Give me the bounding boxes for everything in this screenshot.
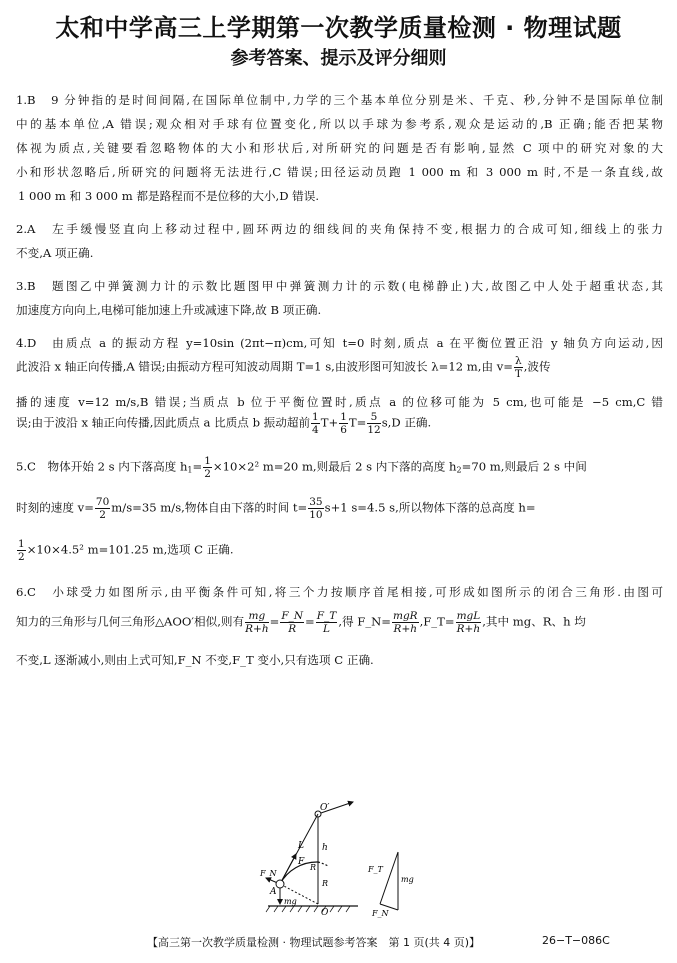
q5-text-b: = [192, 459, 203, 474]
q6-line-1: 6.C 小球受力如图所示,由平衡条件可知,将三个力按顺序首尾相接,可形成如图所示的闭合三角形.由图可 [16, 585, 663, 599]
q5-text-d: =70 m,则最后 2 s 中间 [461, 459, 587, 474]
label-h: h [322, 843, 328, 853]
q4-line-4-text-a: 误;由于波沿 x 轴正向传播,因此质点 a 比质点 b 振动超前 [16, 415, 311, 430]
frac-num: mg [245, 610, 268, 623]
frac-den: 10 [309, 509, 323, 521]
frac-num: 1 [204, 455, 211, 467]
frac-num: F_N [281, 610, 304, 622]
frac-num: mgL [456, 610, 481, 622]
q4-line-2-text-a: 此波沿 x 轴正向传播,A 错误;由振动方程可知波动周期 T=1 s,由波形图可知波长 λ=12 m,由 v= [16, 359, 514, 374]
frac-den: 2 [204, 468, 211, 480]
frac-num: mgR [392, 610, 418, 622]
label-f: F [298, 857, 305, 867]
q6-fraction-3 [316, 610, 338, 635]
label-triangle-fn: F_N [372, 909, 389, 918]
q4-line-4-text-b: T+ [320, 415, 339, 430]
q1-line-2: 中的基本单位,A 错误;观众相对手球有位置变化,所以以手球为参考系,观众是运动的,B 正确;能否把某物 [16, 117, 663, 131]
q5-text-h: ×10×4.5² m=101.25 m,选项 C 正确. [26, 542, 234, 557]
q4-line-4-text-d: s,D 正确. [381, 415, 432, 430]
frac-den: R+h [245, 623, 269, 635]
q2-line-2: 不变,A 项正确. [16, 246, 94, 260]
label-fn: F_N [260, 869, 277, 878]
q6-text-a: 知力的三角形与几何三角形△AOO′相似,则有 [16, 614, 245, 629]
q4-line-2 [16, 355, 663, 380]
q5-text-c: ×10×2² m=20 m,则最后 2 s 内下落的高度 h [212, 459, 457, 474]
ball-a [276, 880, 284, 888]
q5-fraction-half-2 [17, 538, 26, 563]
q5-line-2 [16, 496, 663, 521]
page-subtitle: 参考答案、提示及评分细则 [230, 48, 447, 69]
frac-den: R+h [393, 623, 418, 635]
label-o-prime: O′ [320, 803, 330, 813]
q4-line-1: 4.D 由质点 a 的振动方程 y=10sin (2πt−π)cm,可知 t=0 时刻,质点 a 在平衡位置正沿 y 轴负方向运动,因 [16, 336, 663, 350]
label-r2: R [322, 879, 329, 888]
q5-fraction-35-10 [308, 496, 323, 521]
frac-den: 6 [340, 424, 347, 436]
q4-fraction-lambda-over-t [514, 355, 523, 380]
q4-fraction-2 [339, 411, 348, 436]
q6-fraction-4 [392, 610, 419, 635]
q6-line-3: 不变,L 逐渐减小,则由上式可知,F_N 不变,F_T 变小,只有选项 C 正确. [16, 653, 374, 667]
q4-line-4 [16, 411, 663, 436]
label-o: O [321, 908, 329, 918]
q1-line-4: 小和形状忽略后,所研究的问题将无法进行,C 错误;田径运动员跑 1 000 m 和 3 000 m 时,不是一条直线,故 [16, 165, 663, 179]
q4-line-3: 播的速度 v=12 m/s,B 错误;当质点 b 位于平衡位置时,质点 a 的位移可能为 5 cm,也可能是 −5 cm,C 错 [16, 395, 663, 409]
sphere-arc-dashed [318, 862, 328, 866]
frac-num: 1 [340, 411, 347, 423]
frac-den: L [323, 623, 331, 635]
q5-text-g: s+1 s=4.5 s,所以物体下落的总高度 h= [324, 500, 536, 515]
label-triangle-ft: F_T [368, 865, 383, 874]
label-mg: mg [284, 897, 297, 906]
q6-fraction-2 [280, 610, 304, 635]
q5-line-1 [16, 455, 663, 480]
q6-text-c: ,F_T= [419, 614, 455, 629]
q5-sub-1: 1 [187, 465, 193, 475]
q6-fraction-5 [456, 610, 482, 635]
q5-text-f: m/s=35 m/s,物体自由下落的时间 t= [111, 500, 308, 515]
footer-center: 【高三第一次教学质量检测 · 物理试题参考答案 第 1 页(共 4 页)】 [147, 936, 481, 949]
frac-num: 1 [312, 411, 319, 423]
q4-frac-num: λ [515, 355, 522, 367]
q5-text-e: 时刻的速度 v= [16, 500, 94, 515]
q5-fraction-half [203, 455, 212, 480]
q6-line-2: 知力的三角形与几何三角形△AOO′相似,则有 $\frac{mg}{R+h}$ = $\frac{F\_N}{R}$ = $\frac{F\_T}{L}$ ,得 F_N= $\frac{\text{mgR}}{R+h}$ ,F_T= $\frac{\text{mgL}}{R+h}$ ,其中 mg、R、h 均 [16, 610, 586, 635]
frac-num: 1 [18, 538, 25, 550]
frac-num: 5 [367, 411, 380, 424]
footer-code: 26−T−086C [542, 934, 610, 947]
q2-line-1: 2.A 左手缓慢竖直向上移动过程中,圆环两边的细线间的夹角保持不变,根据力的合成可知,细线上的张力 [16, 222, 663, 236]
q6-text-d: ,其中 mg、R、h 均 [482, 614, 586, 629]
frac-num: 70 [95, 496, 110, 508]
frac-den: R [288, 623, 297, 635]
force-diagram [258, 800, 418, 918]
frac-num: F_T [316, 610, 337, 622]
q4-frac-den: T [514, 368, 522, 380]
q5-sub-2: 2 [456, 465, 462, 475]
frac-den: R+h [456, 623, 481, 635]
q1-line-3: 体视为质点,关键要看忽略物体的大小和形状后,对所研究的问题是否有影响,显然 C 项中的研究对象的大 [16, 141, 663, 155]
q1-line-1: 1.B 9 分钟指的是时间间隔,在国际单位制中,力学的三个基本单位分别是米、千克、秒,分钟不是国际单位制 [16, 93, 663, 107]
label-a: A [270, 887, 277, 897]
label-l: L [298, 841, 304, 851]
q5-text-a: 5.C 物体开始 2 s 内下落高度 h [16, 459, 188, 474]
frac-den: 4 [312, 424, 319, 436]
q5-line-3 [16, 538, 663, 563]
ground-hatching [266, 906, 350, 912]
q6-fraction-1 [245, 610, 268, 635]
triangle-ft-side [380, 852, 398, 904]
label-r1: R [310, 863, 317, 872]
q4-fraction-1 [311, 411, 320, 436]
frac-den: 2 [18, 551, 25, 563]
q4-fraction-3 [367, 411, 380, 436]
q1-line-5: 1 000 m 和 3 000 m 都是路程而不是位移的大小,D 错误. [18, 189, 320, 203]
frac-num: 35 [309, 496, 323, 508]
q3-line-2: 加速度方向向上,电梯可能加速上升或减速下降,故 B 项正确. [16, 303, 322, 317]
q3-line-1: 3.B 题图乙中弹簧测力计的示数比题图甲中弹簧测力计的示数(电梯静止)大,故图乙中人处于超重状态,其 [16, 279, 663, 293]
frac-den: 2 [99, 509, 106, 521]
page-title: 太和中学高三上学期第一次教学质量检测 · 物理试题 [55, 14, 622, 42]
q4-line-4-text-c: T= [348, 415, 367, 430]
frac-den: 12 [367, 424, 381, 436]
label-triangle-mg: mg [401, 875, 414, 884]
q6-text-b: ,得 F_N= [338, 614, 391, 629]
q4-line-2-text-b: ,波传 [523, 359, 551, 374]
q5-fraction-70-2 [95, 496, 110, 521]
